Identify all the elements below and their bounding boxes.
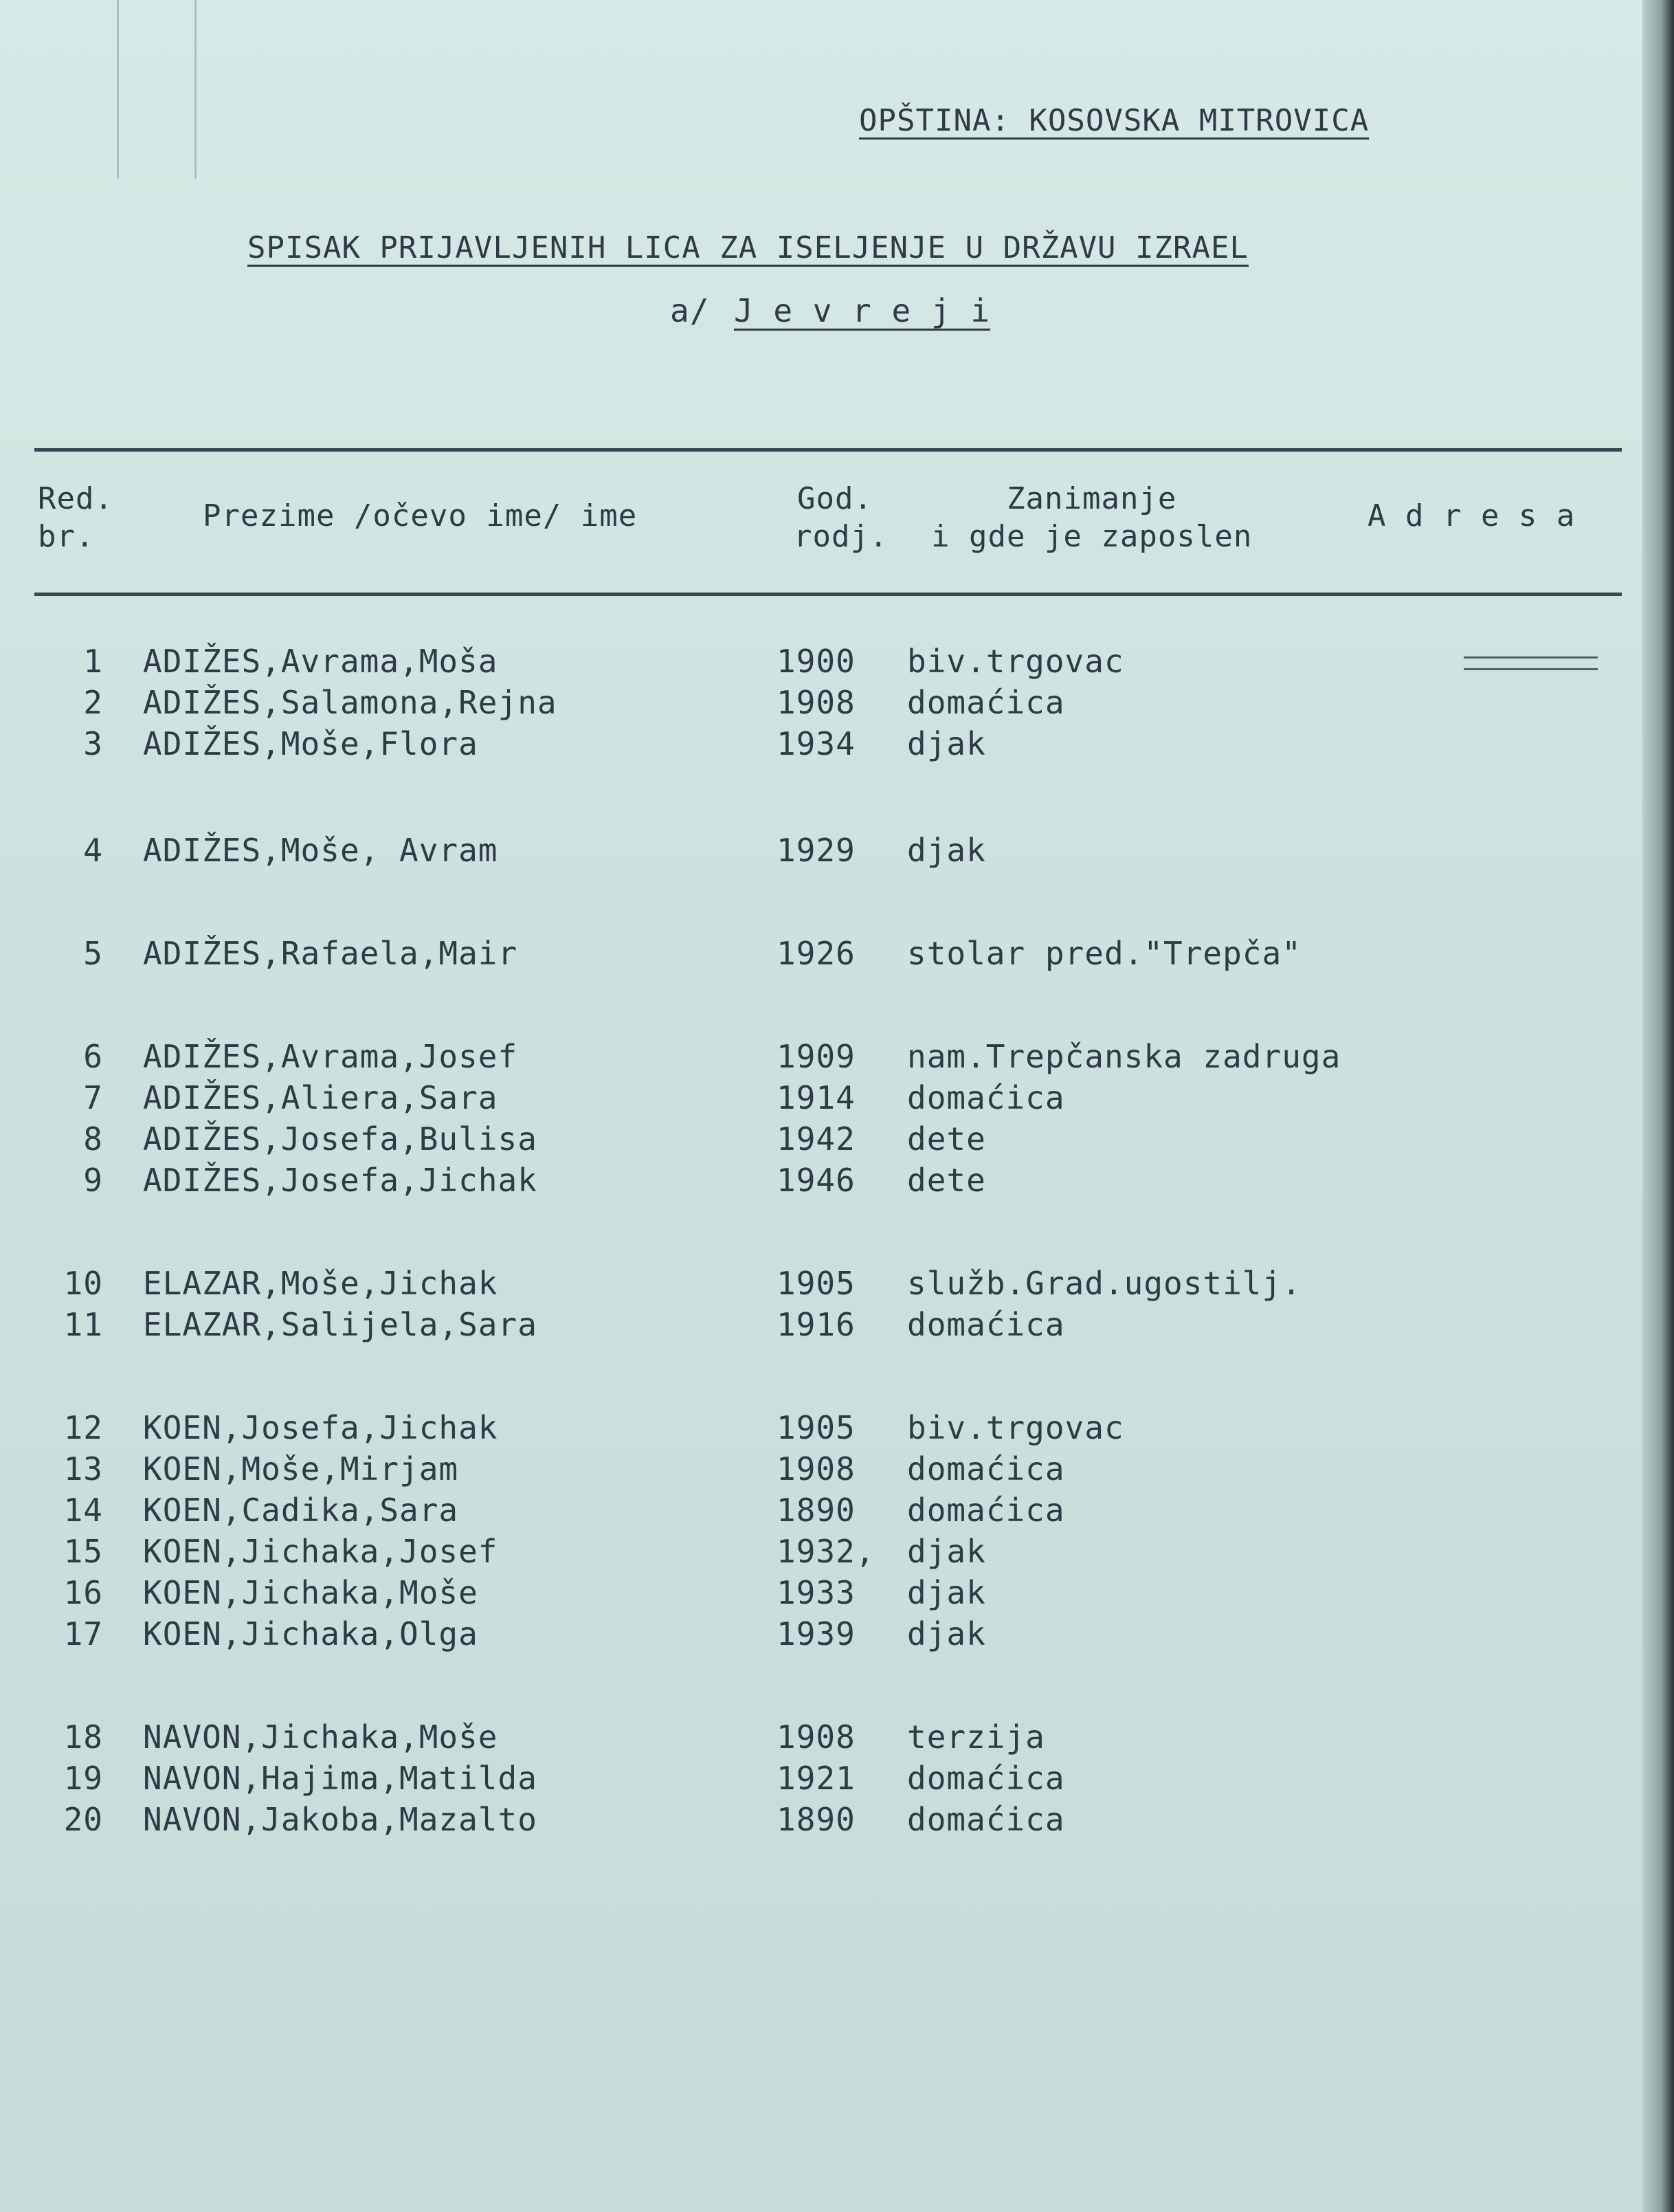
subtitle-prefix: a/	[670, 292, 710, 329]
row-number: 2	[83, 684, 103, 721]
col-header-address: A d r e s a	[1368, 498, 1576, 533]
row-year: 1926	[777, 935, 856, 972]
row-year: 1916	[777, 1306, 856, 1343]
row-name: ADIŽES,Salamona,Rejna	[143, 684, 557, 721]
row-year: 1905	[777, 1265, 856, 1302]
row-number: 16	[63, 1574, 103, 1611]
row-number: 1	[83, 643, 103, 680]
row-occupation: terzija	[907, 1718, 1045, 1756]
row-year: 1932,	[777, 1533, 875, 1570]
row-number: 18	[63, 1718, 103, 1756]
row-name: KOEN,Josefa,Jichak	[143, 1409, 498, 1446]
row-year: 1939	[777, 1615, 856, 1652]
row-occupation: domaćica	[907, 1079, 1065, 1116]
row-number: 7	[83, 1079, 103, 1116]
col-header-name: Prezime /očevo ime/ ime	[203, 498, 638, 533]
row-occupation: dete	[907, 1162, 986, 1199]
row-occupation: biv.trgovac	[907, 1409, 1124, 1446]
page-edge	[1642, 0, 1674, 2212]
row-number: 19	[63, 1760, 103, 1797]
row-number: 20	[63, 1801, 103, 1838]
row-number: 13	[63, 1450, 103, 1487]
row-number: 14	[63, 1492, 103, 1529]
row-occupation: djak	[907, 832, 986, 869]
row-occupation: djak	[907, 725, 986, 762]
row-year: 1942	[777, 1120, 856, 1158]
row-year: 1909	[777, 1038, 856, 1075]
document-subtitle: J e v r e j i	[734, 292, 991, 329]
row-occupation: stolar pred."Trepča"	[907, 935, 1302, 972]
row-year: 1934	[777, 725, 856, 762]
row-name: KOEN,Jichaka,Olga	[143, 1615, 478, 1652]
row-name: ADIŽES,Moše,Flora	[143, 725, 478, 762]
row-number: 10	[63, 1265, 103, 1302]
row-year: 1914	[777, 1079, 856, 1116]
col-header-redbr-2: br.	[38, 519, 95, 554]
row-name: ADIŽES,Josefa,Bulisa	[143, 1120, 537, 1158]
row-year: 1921	[777, 1760, 856, 1797]
row-name: NAVON,Jichaka,Moše	[143, 1718, 498, 1756]
binding-marks	[117, 0, 197, 179]
row-name: NAVON,Hajima,Matilda	[143, 1760, 537, 1797]
row-occupation: domaćica	[907, 1492, 1065, 1529]
row-name: ADIŽES,Moše, Avram	[143, 832, 498, 869]
row-name: ADIŽES,Aliera,Sara	[143, 1079, 498, 1116]
table-header-rule	[34, 593, 1622, 596]
row-number: 5	[83, 935, 103, 972]
row-year: 1908	[777, 1718, 856, 1756]
row-year: 1890	[777, 1801, 856, 1838]
row-year: 1890	[777, 1492, 856, 1529]
row-number: 6	[83, 1038, 103, 1075]
col-header-occupation-1: Zanimanje	[1007, 481, 1177, 516]
row-name: ELAZAR,Moše,Jichak	[143, 1265, 498, 1302]
row-occupation: domaćica	[907, 1760, 1065, 1797]
row-occupation: domaćica	[907, 1801, 1065, 1838]
municipality-heading: OPŠTINA: KOSOVSKA MITROVICA	[859, 103, 1370, 138]
col-header-year-2: rodj.	[794, 519, 889, 554]
row-occupation: djak	[907, 1574, 986, 1611]
table-top-rule	[34, 448, 1622, 452]
row-occupation: biv.trgovac	[907, 643, 1124, 680]
row-year: 1908	[777, 684, 856, 721]
row-name: KOEN,Jichaka,Moše	[143, 1574, 478, 1611]
row-year: 1900	[777, 643, 856, 680]
col-header-occupation-2: i gde je zaposlen	[931, 519, 1253, 554]
row-number: 15	[63, 1533, 103, 1570]
row-year: 1929	[777, 832, 856, 869]
row-year: 1908	[777, 1450, 856, 1487]
row-name: KOEN,Cadika,Sara	[143, 1492, 459, 1529]
row-occupation: domaćica	[907, 1450, 1065, 1487]
row-year: 1946	[777, 1162, 856, 1199]
row-number: 11	[63, 1306, 103, 1343]
row-name: ADIŽES,Josefa,Jichak	[143, 1162, 537, 1199]
row-name: KOEN,Jichaka,Josef	[143, 1533, 498, 1570]
row-name: ADIŽES,Avrama,Moša	[143, 643, 498, 680]
row-year: 1905	[777, 1409, 856, 1446]
row-number: 8	[83, 1120, 103, 1158]
row-name: KOEN,Moše,Mirjam	[143, 1450, 459, 1487]
row-name: ADIŽES,Avrama,Josef	[143, 1038, 518, 1075]
struck-out-address	[1464, 656, 1598, 670]
row-number: 12	[63, 1409, 103, 1446]
row-number: 3	[83, 725, 103, 762]
row-occupation: domaćica	[907, 684, 1065, 721]
row-occupation: služb.Grad.ugostilj.	[907, 1265, 1302, 1302]
row-number: 4	[83, 832, 103, 869]
row-occupation: dete	[907, 1120, 986, 1158]
row-occupation: djak	[907, 1533, 986, 1570]
row-number: 9	[83, 1162, 103, 1199]
row-occupation: nam.Trepčanska zadruga	[907, 1038, 1341, 1075]
row-number: 17	[63, 1615, 103, 1652]
row-name: ELAZAR,Salijela,Sara	[143, 1306, 537, 1343]
row-year: 1933	[777, 1574, 856, 1611]
row-occupation: djak	[907, 1615, 986, 1652]
col-header-redbr-1: Red.	[38, 481, 113, 516]
document-title: SPISAK PRIJAVLJENIH LICA ZA ISELJENJE U DRŽAVU IZRAEL	[247, 230, 1249, 265]
row-name: ADIŽES,Rafaela,Mair	[143, 935, 518, 972]
col-header-year-1: God.	[797, 481, 873, 516]
row-name: NAVON,Jakoba,Mazalto	[143, 1801, 537, 1838]
row-occupation: domaćica	[907, 1306, 1065, 1343]
